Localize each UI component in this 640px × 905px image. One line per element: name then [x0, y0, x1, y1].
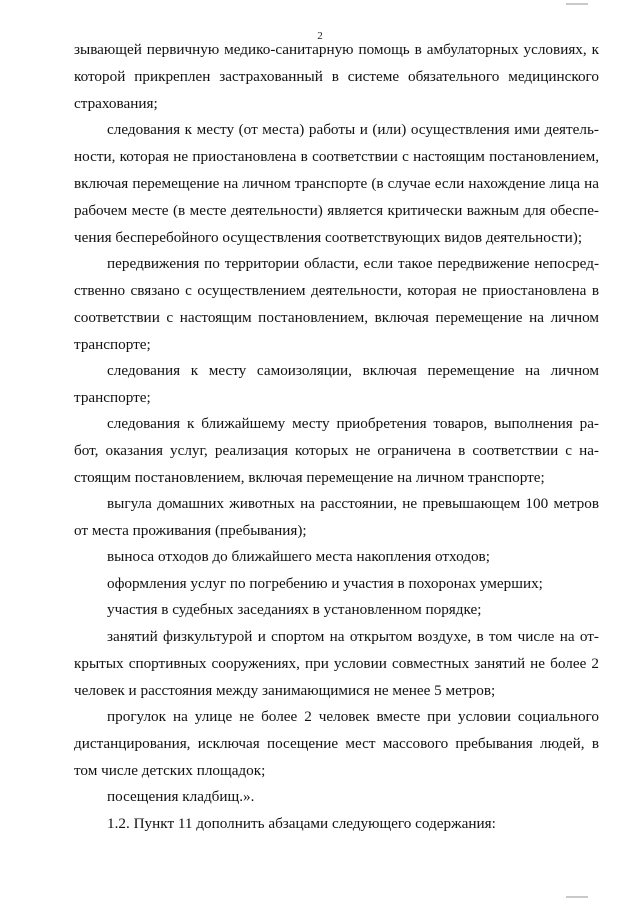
page-number: 2	[317, 30, 323, 42]
text-line: ственно связано с осуществлением деятельности, которая не приостановлена в	[74, 282, 599, 299]
text-line: посещения кладбищ.».	[107, 788, 255, 805]
text-line: зывающей первичную медико-санитарную помощь в амбулаторных условиях, к	[74, 41, 599, 58]
text-line: чения бесперебойного осуществления соответствующих видов деятельности);	[74, 229, 583, 246]
text-line: следования к месту самоизоляции, включая перемещение на личном	[107, 362, 599, 379]
text-line: следования к месту (от места) работы и (или) осуществления ими деятель-	[107, 121, 599, 138]
text-line: которой прикреплен застрахованный в системе обязательного медицинского	[74, 68, 599, 85]
text-line: следования к ближайшему месту приобретения товаров, выполнения ра-	[107, 415, 599, 432]
text-line: передвижения по территории области, если такое передвижение непосред-	[107, 255, 599, 272]
text-line: занятий физкультурой и спортом на открытом воздухе, в том числе на от-	[107, 628, 599, 645]
text-line: крытых спортивных сооружениях, при условии совместных занятий не более 2	[74, 655, 599, 672]
text-line: бот, оказания услуг, реализация которых не ограничена в соответствии с на-	[74, 442, 599, 459]
text-line: стоящим постановлением, включая перемещение на личном транспорте;	[74, 469, 545, 486]
text-line: участия в судебных заседаниях в установленном порядке;	[107, 601, 482, 618]
text-line: соответствии с настоящим постановлением, включая перемещение на личном	[74, 309, 599, 326]
text-line: транспорте;	[74, 336, 151, 353]
scan-mark-top	[566, 3, 588, 5]
text-line: страхования;	[74, 95, 158, 112]
text-line: транспорте;	[74, 389, 151, 406]
text-line: выноса отходов до ближайшего места накопления отходов;	[107, 548, 490, 565]
text-line: включая перемещение на личном транспорте (в случае если нахождение лица на	[74, 175, 599, 192]
text-line: ности, которая не приостановлена в соответствии с настоящим постановлением,	[74, 148, 599, 165]
text-line: 1.2. Пункт 11 дополнить абзацами следующего содержания:	[107, 815, 496, 832]
text-line: рабочем месте (в месте деятельности) является критически важным для обеспе-	[74, 202, 599, 219]
text-line: оформления услуг по погребению и участия в похоронах умерших;	[107, 575, 543, 592]
text-line: выгула домашних животных на расстоянии, не превышающем 100 метров	[107, 495, 599, 512]
text-line: прогулок на улице не более 2 человек вместе при условии социального	[107, 708, 599, 725]
text-line: дистанцирования, исключая посещение мест массового пребывания людей, в	[74, 735, 599, 752]
text-line: том числе детских площадок;	[74, 762, 266, 779]
scan-mark-bottom	[566, 896, 588, 898]
text-line: от места проживания (пребывания);	[74, 522, 307, 539]
text-line: человек и расстояния между занимающимися не менее 5 метров;	[74, 682, 496, 699]
